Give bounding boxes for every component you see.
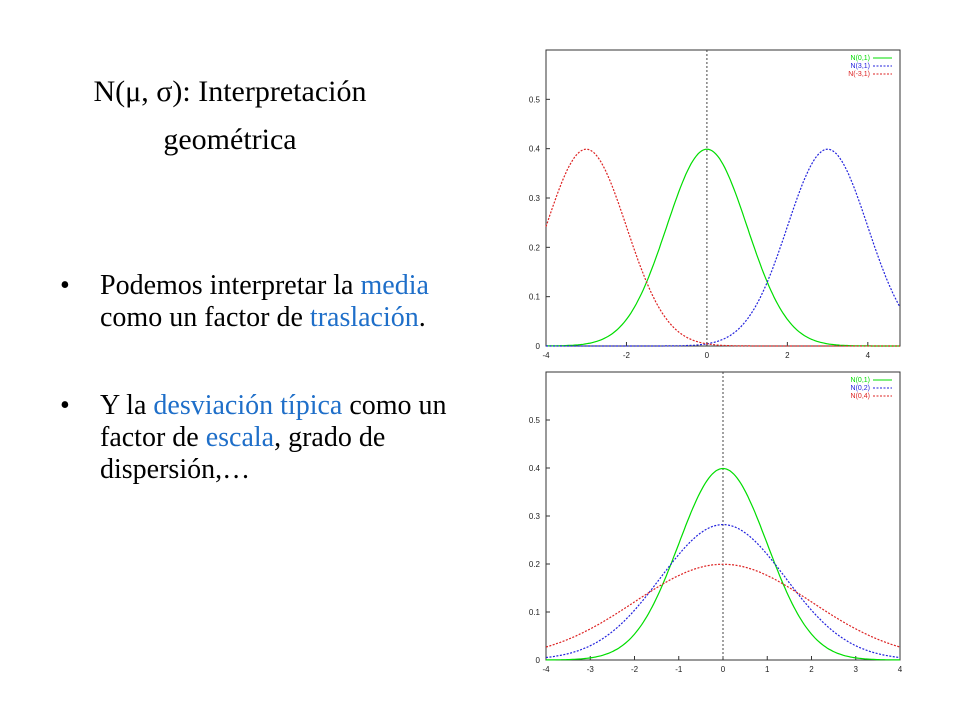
legend-label: N(0,2) (850, 385, 870, 392)
scale-chart-svg (510, 366, 908, 678)
bullet-item (60, 390, 450, 486)
x-tick-label: 1 (765, 665, 770, 674)
title-line-2: geométrica (163, 123, 297, 156)
x-tick-label: 0 (720, 665, 726, 674)
y-tick-label: 0.4 (528, 144, 540, 154)
y-tick-label: 0.5 (528, 95, 540, 105)
slide-title (40, 68, 420, 164)
legend-label: N(0,4) (850, 393, 870, 400)
y-tick-label: 0.5 (528, 416, 540, 425)
bullet-text: Podemos interpretar la (100, 270, 361, 301)
bullet-highlight: traslación (309, 302, 419, 333)
y-tick-label: 0 (535, 656, 540, 665)
series-line (546, 149, 900, 346)
series-line (546, 149, 900, 346)
x-tick-label: -1 (675, 665, 683, 674)
legend-label: N(-3,1) (848, 71, 870, 78)
legend-label: N(0,1) (850, 377, 870, 384)
bullet-text: . (418, 302, 426, 333)
x-tick-label: 4 (865, 351, 871, 360)
bullet-text: Y la (100, 390, 154, 421)
bullet-text: , grado de dispersión,… (100, 422, 386, 485)
legend-label: N(3,1) (850, 63, 870, 70)
bullet-list (60, 270, 450, 542)
x-tick-label: 0 (704, 351, 710, 360)
bullet-item (60, 270, 450, 334)
bullet-highlight: media (360, 270, 429, 301)
x-tick-label: 3 (853, 665, 858, 674)
legend-label: N(0,1) (850, 55, 870, 62)
title-line-1: N(μ, σ): Interpretación (93, 75, 367, 108)
x-tick-label: -4 (542, 351, 550, 360)
bullet-dot-icon: • (60, 270, 70, 301)
x-tick-label: 2 (809, 665, 814, 674)
bullet-text: como un factor de (100, 302, 310, 333)
bullet-text: como un factor de (100, 390, 447, 453)
x-tick-label: 4 (897, 665, 903, 674)
bullet-dot-icon: • (60, 390, 70, 421)
series-line (546, 149, 900, 346)
x-tick-label: -3 (586, 665, 594, 674)
bullet-highlight: escala (205, 422, 275, 453)
x-tick-label: -2 (622, 351, 631, 360)
translation-chart-svg (510, 44, 908, 364)
y-tick-label: 0.3 (528, 512, 540, 521)
x-tick-label: -4 (542, 665, 550, 674)
bullet-highlight: desviación típica (153, 390, 343, 421)
translation-chart (510, 44, 908, 364)
y-tick-label: 0.2 (528, 243, 540, 253)
y-tick-label: 0.1 (528, 608, 540, 617)
x-tick-label: -2 (630, 665, 639, 674)
y-tick-label: 0.1 (528, 292, 540, 302)
y-tick-label: 0.3 (528, 194, 540, 203)
scale-chart (510, 366, 908, 678)
y-tick-label: 0.2 (528, 560, 540, 569)
y-tick-label: 0 (535, 342, 540, 351)
y-tick-label: 0.4 (528, 464, 540, 473)
plot-frame (546, 50, 900, 346)
x-tick-label: 2 (785, 351, 790, 360)
